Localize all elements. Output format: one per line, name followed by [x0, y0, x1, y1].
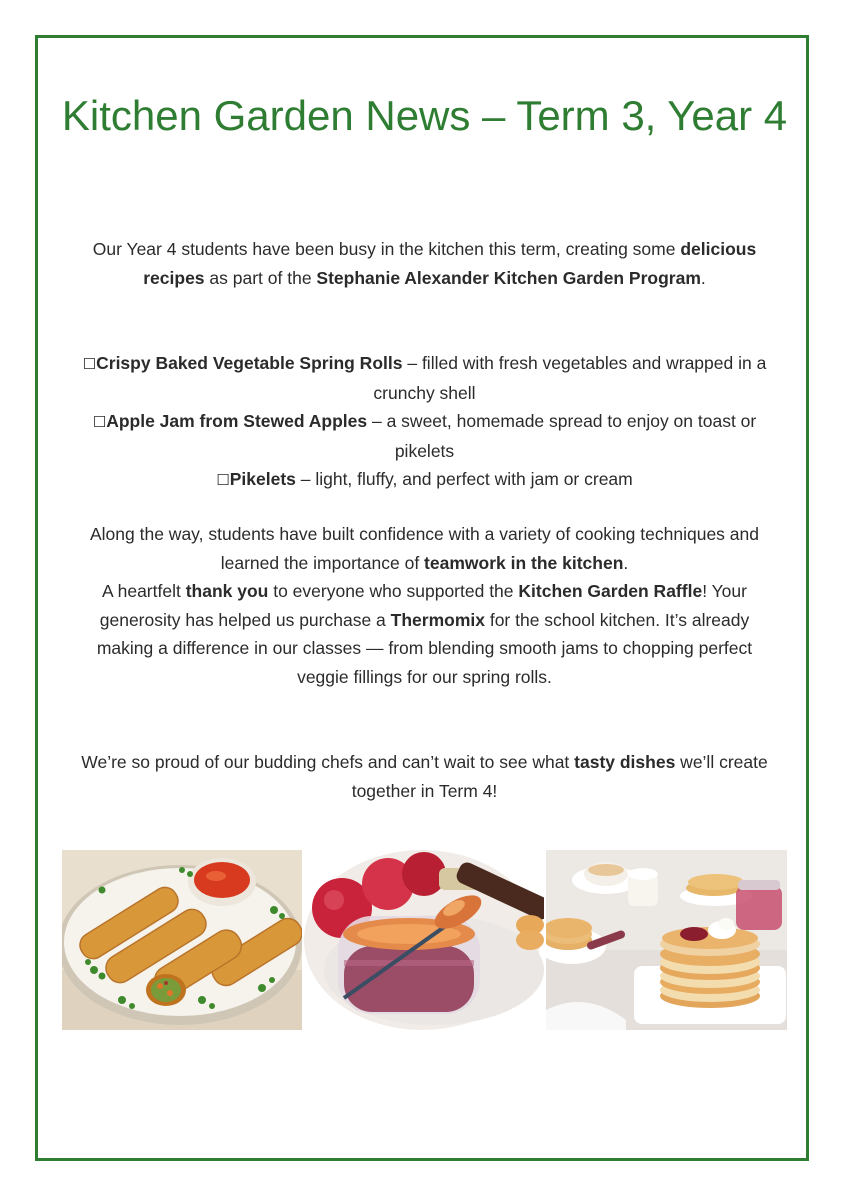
recipe-item: [80, 465, 769, 495]
thanks-bold-1: thank you: [185, 581, 269, 601]
checkbox-icon: ☐: [92, 413, 107, 431]
pikelets-photo: [546, 850, 787, 1030]
closing-bold-1: tasty dishes: [574, 752, 676, 772]
apple-jam-photo: [304, 850, 544, 1030]
closing-paragraph: [80, 748, 769, 805]
recipe-description: – light, fluffy, and perfect with jam or cream: [295, 469, 633, 489]
thanks-text-3: ! Your generosity has helped us purchase a: [99, 581, 747, 630]
thanks-bold-3: Thermomix: [390, 609, 485, 630]
thanks-paragraph: [80, 577, 769, 691]
recipe-list: [80, 349, 769, 495]
recipe-name: Pikelets: [229, 469, 296, 489]
thanks-text-1: A heartfelt: [102, 581, 186, 601]
checkbox-icon: ☐: [82, 355, 97, 373]
recipe-item: [80, 349, 769, 407]
intro-text-2: as part of the: [204, 267, 317, 288]
recipe-name: Crispy Baked Vegetable Spring Rolls: [96, 353, 403, 373]
recipe-description: – a sweet, homemade spread to enjoy on toast or pikelets: [367, 411, 757, 461]
thanks-bold-2: Kitchen Garden Raffle: [518, 581, 703, 601]
skills-text-1: Along the way, students have built confidence with a variety of cooking techniques and learned the importance of: [90, 524, 759, 573]
spring-rolls-photo: [62, 850, 302, 1030]
intro-text-1: Our Year 4 students have been busy in the kitchen this term, creating some: [92, 239, 681, 259]
recipe-item: [80, 407, 769, 465]
closing-text-1: We’re so proud of our budding chefs and can’t wait to see what: [81, 752, 575, 772]
intro-text-3: .: [700, 267, 706, 288]
closing-text-2: we’ll create together in Term 4!: [351, 752, 768, 801]
intro-bold-2: Stephanie Alexander Kitchen Garden Program: [316, 267, 701, 288]
checkbox-icon: ☐: [216, 471, 230, 489]
skills-text-2: .: [623, 552, 629, 573]
thanks-text-2: to everyone who supported the: [268, 581, 519, 601]
skills-bold-1: teamwork in the kitchen: [424, 552, 624, 573]
recipe-name: Apple Jam from Stewed Apples: [106, 411, 368, 431]
page-title: Kitchen Garden News – Term 3, Year 4: [61, 92, 788, 139]
intro-bold-1: delicious recipes: [143, 239, 757, 288]
thanks-text-4: for the school kitchen. It’s already making a difference in our classes — from blending smooth jams to chopping perfect veggie fillings for our spring rolls.: [96, 609, 753, 687]
skills-paragraph: [80, 520, 769, 577]
recipe-description: – filled with fresh vegetables and wrapped in a crunchy shell: [373, 353, 767, 403]
intro-paragraph: [80, 235, 769, 292]
